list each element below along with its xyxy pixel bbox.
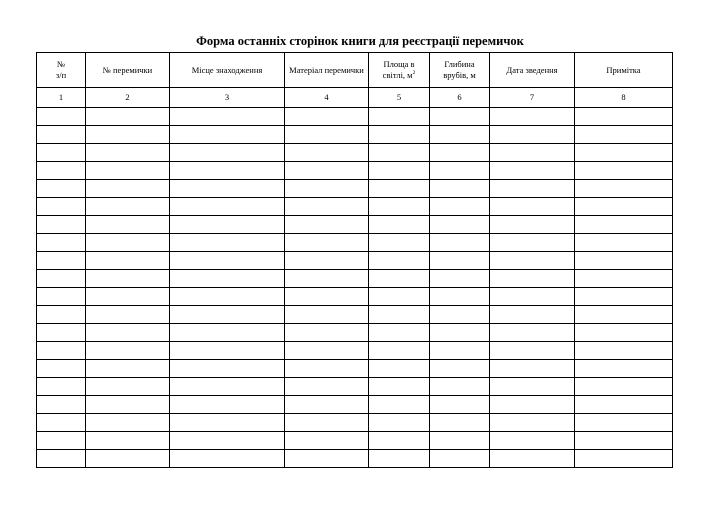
table-cell [430, 324, 490, 342]
table-cell [86, 126, 170, 144]
table-cell [285, 234, 369, 252]
table-cell [170, 234, 285, 252]
table-cell [369, 126, 430, 144]
table-cell [170, 108, 285, 126]
table-cell [430, 414, 490, 432]
table-cell [490, 450, 575, 468]
table-cell [575, 396, 673, 414]
column-header-line: з/п [55, 70, 67, 80]
table-cell [285, 432, 369, 450]
table-cell [86, 414, 170, 432]
table-cell [170, 432, 285, 450]
table-cell [37, 198, 86, 216]
table-cell [170, 126, 285, 144]
table-cell [37, 432, 86, 450]
column-header-line: Примітка [606, 64, 641, 75]
table-cell [369, 414, 430, 432]
column-header [37, 53, 86, 88]
table-cell [575, 360, 673, 378]
table-cell [369, 342, 430, 360]
table-cell [37, 378, 86, 396]
table-cell [369, 162, 430, 180]
table-cell [170, 396, 285, 414]
header-row [37, 53, 673, 88]
table-cell [490, 162, 575, 180]
table-cell [575, 108, 673, 126]
table-cell [430, 360, 490, 378]
table-cell [285, 216, 369, 234]
table-row [37, 108, 673, 126]
table-cell [430, 306, 490, 324]
table-cell [86, 108, 170, 126]
table-row [37, 252, 673, 270]
table-cell [37, 252, 86, 270]
column-number: 5 [369, 88, 430, 108]
table-cell [575, 180, 673, 198]
table-cell [430, 432, 490, 450]
table-cell [575, 288, 673, 306]
table-cell [490, 252, 575, 270]
table-cell [86, 288, 170, 306]
column-number: 1 [37, 88, 86, 108]
table-cell [369, 108, 430, 126]
column-number-row [37, 88, 673, 108]
table-cell [86, 432, 170, 450]
table-cell [86, 144, 170, 162]
table-cell [37, 216, 86, 234]
table-cell [369, 450, 430, 468]
table-cell [285, 144, 369, 162]
table-cell [430, 378, 490, 396]
table-cell [575, 414, 673, 432]
table-cell [37, 396, 86, 414]
table-cell [170, 216, 285, 234]
table-cell [575, 450, 673, 468]
table-cell [285, 342, 369, 360]
table-cell [430, 396, 490, 414]
table-cell [285, 162, 369, 180]
table-cell [285, 306, 369, 324]
table-cell [430, 198, 490, 216]
table-cell [170, 270, 285, 288]
table-cell [369, 198, 430, 216]
table-cell [86, 342, 170, 360]
column-header-line: Глибина [444, 59, 475, 69]
table-cell [86, 450, 170, 468]
column-header-line: № перемички [102, 64, 153, 75]
table-cell [86, 252, 170, 270]
table-cell [37, 126, 86, 144]
table-cell [575, 342, 673, 360]
table-cell [285, 360, 369, 378]
table-cell [285, 270, 369, 288]
table-cell [430, 144, 490, 162]
table-cell [430, 450, 490, 468]
table-cell [369, 324, 430, 342]
table-cell [369, 180, 430, 198]
table-cell [170, 306, 285, 324]
table-row [37, 378, 673, 396]
table-cell [575, 144, 673, 162]
table-cell [86, 216, 170, 234]
table-row [37, 198, 673, 216]
table-cell [575, 234, 673, 252]
table-cell [86, 324, 170, 342]
table-cell [86, 378, 170, 396]
table-cell [369, 306, 430, 324]
table-row [37, 180, 673, 198]
column-number: 6 [430, 88, 490, 108]
table-cell [575, 306, 673, 324]
table-row [37, 288, 673, 306]
column-header-line: Площа в [383, 59, 415, 69]
table-cell [285, 324, 369, 342]
table-cell [430, 126, 490, 144]
table-cell [369, 216, 430, 234]
table-cell [37, 324, 86, 342]
table-cell [37, 450, 86, 468]
table-cell [170, 180, 285, 198]
table-cell [575, 216, 673, 234]
column-header [285, 53, 369, 88]
table-cell [285, 450, 369, 468]
table-cell [170, 378, 285, 396]
table-cell [37, 342, 86, 360]
table-cell [285, 288, 369, 306]
table-cell [86, 162, 170, 180]
table-cell [369, 288, 430, 306]
table-cell [86, 180, 170, 198]
page-title: Форма останніх сторінок книги для реєстрації перемичок [196, 34, 524, 48]
table-cell [37, 270, 86, 288]
column-number: 3 [170, 88, 285, 108]
column-header-line: світлі, м [382, 70, 413, 80]
table-cell [86, 360, 170, 378]
table-cell [575, 324, 673, 342]
register-table [36, 52, 673, 468]
table-cell [369, 360, 430, 378]
table-cell [37, 180, 86, 198]
table-cell [490, 378, 575, 396]
table-cell [490, 144, 575, 162]
table-cell [37, 144, 86, 162]
column-number: 4 [285, 88, 369, 108]
table-cell [369, 378, 430, 396]
table-cell [37, 360, 86, 378]
column-header [170, 53, 285, 88]
table-cell [285, 180, 369, 198]
table-cell [170, 324, 285, 342]
column-header [86, 53, 170, 88]
table-cell [575, 432, 673, 450]
table-row [37, 234, 673, 252]
table-cell [369, 432, 430, 450]
table-row [37, 342, 673, 360]
table-cell [490, 396, 575, 414]
table-cell [490, 180, 575, 198]
table-cell [37, 288, 86, 306]
table-row [37, 432, 673, 450]
table-cell [170, 414, 285, 432]
table-cell [575, 252, 673, 270]
table-cell [490, 270, 575, 288]
column-number: 2 [86, 88, 170, 108]
table-row [37, 414, 673, 432]
table-cell [490, 234, 575, 252]
table-cell [430, 252, 490, 270]
table-cell [369, 234, 430, 252]
column-header-line: Матеріал перемички [289, 64, 364, 75]
column-number: 8 [575, 88, 673, 108]
table-cell [430, 108, 490, 126]
table-cell [86, 234, 170, 252]
table-cell [285, 252, 369, 270]
table-cell [86, 198, 170, 216]
table-cell [86, 306, 170, 324]
table-cell [430, 234, 490, 252]
table-cell [490, 414, 575, 432]
table-row [37, 306, 673, 324]
table-cell [369, 144, 430, 162]
table-cell [37, 108, 86, 126]
table-cell [37, 414, 86, 432]
table-cell [285, 126, 369, 144]
table-cell [37, 162, 86, 180]
table-cell [490, 360, 575, 378]
table-cell [430, 270, 490, 288]
table-cell [430, 216, 490, 234]
column-header [430, 53, 490, 88]
table-cell [430, 288, 490, 306]
table-cell [430, 180, 490, 198]
table-cell [490, 216, 575, 234]
table-cell [37, 306, 86, 324]
table-cell [430, 162, 490, 180]
column-header-line: № [56, 59, 66, 69]
column-header [575, 53, 673, 88]
column-header-line: Дата зведення [506, 64, 558, 75]
table-cell [170, 144, 285, 162]
table-cell [490, 108, 575, 126]
table-row [37, 450, 673, 468]
table-cell [170, 252, 285, 270]
table-row [37, 360, 673, 378]
table-cell [285, 414, 369, 432]
table-cell [285, 396, 369, 414]
column-header-line: врубів, м [443, 70, 476, 80]
table-cell [285, 108, 369, 126]
table-cell [170, 342, 285, 360]
table-cell [490, 342, 575, 360]
table-cell [490, 306, 575, 324]
table-cell [369, 396, 430, 414]
table-cell [575, 270, 673, 288]
table-cell [170, 450, 285, 468]
table-cell [170, 360, 285, 378]
table-row [37, 126, 673, 144]
table-cell [490, 432, 575, 450]
table-cell [285, 198, 369, 216]
table-cell [369, 252, 430, 270]
table-cell [575, 378, 673, 396]
table-cell [490, 288, 575, 306]
table-cell [369, 270, 430, 288]
table-row [37, 216, 673, 234]
column-header [490, 53, 575, 88]
table-cell [575, 198, 673, 216]
column-header-line: Місце знаходження [191, 64, 263, 75]
table-row [37, 324, 673, 342]
table-cell [490, 324, 575, 342]
table-cell [490, 126, 575, 144]
table-cell [86, 396, 170, 414]
table-cell [37, 234, 86, 252]
table-row [37, 162, 673, 180]
column-header [369, 53, 430, 88]
unit-superscript: 2 [412, 70, 416, 77]
table-row [37, 270, 673, 288]
column-number: 7 [490, 88, 575, 108]
table-row [37, 144, 673, 162]
table-row [37, 396, 673, 414]
table-cell [575, 126, 673, 144]
table-cell [490, 198, 575, 216]
table-cell [285, 378, 369, 396]
table-cell [86, 270, 170, 288]
table-cell [430, 342, 490, 360]
table-cell [170, 288, 285, 306]
table-cell [575, 162, 673, 180]
table-cell [170, 162, 285, 180]
table-cell [170, 198, 285, 216]
